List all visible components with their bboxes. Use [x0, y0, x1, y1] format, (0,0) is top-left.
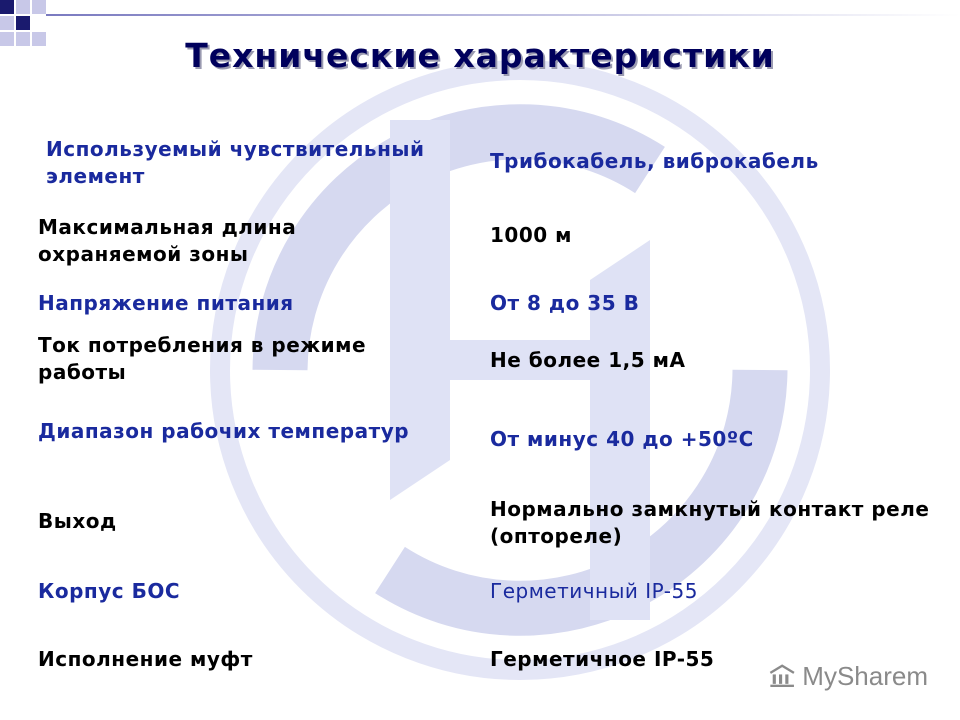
row-label: Корпус БОС	[38, 579, 181, 603]
row-value: Не более 1,5 мА	[490, 348, 686, 372]
row-value: Герметичное IP-55	[490, 647, 715, 671]
row-label: Используемый чувствительный элемент	[46, 137, 425, 188]
row-label: Ток потребления в режиме работы	[38, 333, 367, 384]
page-title: Технические характеристики	[185, 36, 775, 75]
row-value: От минус 40 до +50ºС	[490, 427, 754, 451]
row-label: Максимальная длина охраняемой зоны	[38, 215, 297, 266]
logo-text: MySharem	[802, 660, 928, 691]
row-label: Выход	[38, 509, 117, 533]
site-logo	[768, 654, 928, 698]
row-label: Диапазон рабочих температур	[38, 419, 410, 443]
row-label: Напряжение питания	[38, 291, 294, 315]
row-value: Герметичный IP-55	[490, 579, 698, 603]
row-label: Исполнение муфт	[38, 647, 253, 671]
building-icon	[768, 660, 796, 692]
row-value: Трибокабель, виброкабель	[490, 149, 819, 173]
row-value: Нормально замкнутый контакт реле (опторeле)	[490, 497, 930, 548]
row-value: 1000 м	[490, 223, 572, 247]
row-value: От 8 до 35 В	[490, 291, 640, 315]
